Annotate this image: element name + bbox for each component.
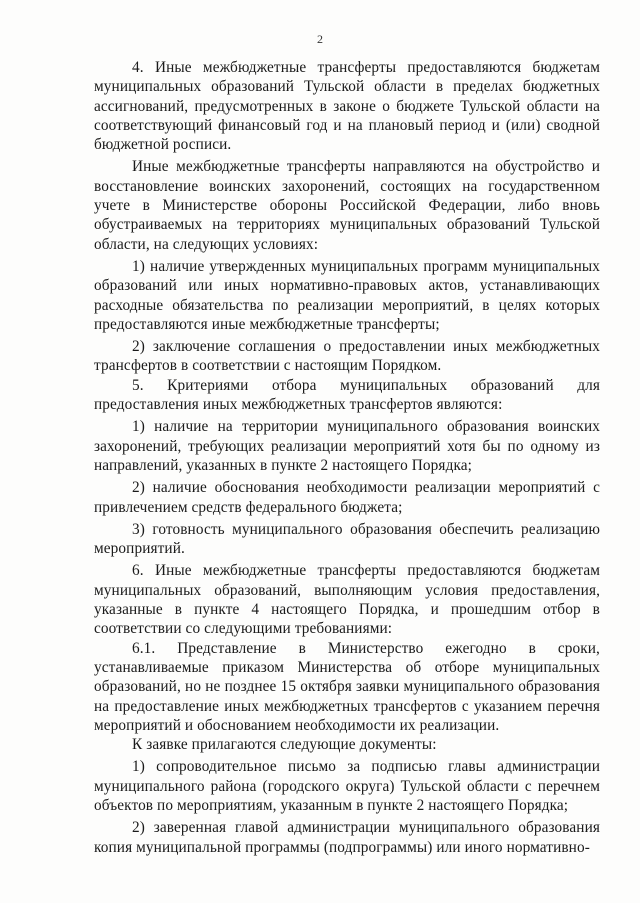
criterion-2: 2) наличие обоснования необходимости реализации мероприятий с привлечением средств федерального бюджета; <box>94 479 600 516</box>
attachment-1: 1) сопроводительное письмо за подписью главы администрации муниципального района (городского округа) Тульской области с перечнем объектов по мероприятиям, указанным в пункте 2 настоящего Порядка; <box>94 758 600 814</box>
condition-2: 2) заключение соглашения о предоставлении иных межбюджетных трансфертов в соответствии с настоящим Порядком. <box>94 338 600 375</box>
paragraph-4-purpose: Иные межбюджетные трансферты направляются на обустройство и восстановление воинских захоронений, состоящих на государственном учете в Министерстве обороны Российской Федерации, либо вновь обустраиваемых на территориях муниципальных образований Тульской области, на следующих условиях: <box>94 158 600 253</box>
paragraph-6-1: 6.1. Представление в Министерство ежегодно в сроки, устанавливаемые приказом Министерства об отборе муниципальных образований, но не позднее 15 октября заявки муниципального образования на предоставление иных межбюджетных трансфертов с указанием перечня мероприятий и обоснованием необходимости их реализации. <box>94 639 600 734</box>
document-body <box>94 58 600 857</box>
paragraph-5: 5. Критериями отбора муниципальных образований для предоставления иных межбюджетных трансфертов являются: <box>94 376 600 414</box>
paragraph-4: 4. Иные межбюджетные трансферты предоставляются бюджетам муниципальных образований Тульской области в пределах бюджетных ассигнований, предусмотренных в законе о бюджете Тульской области на соответствующий финансовый год и на плановый период и (или) сводной бюджетной росписи. <box>94 59 600 154</box>
page-number: 2 <box>317 32 323 46</box>
attachments-intro: К заявке прилагаются следующие документы: <box>132 736 437 754</box>
paragraph-6: 6. Иные межбюджетные трансферты предоставляются бюджетам муниципальных образований, выполняющим условия предоставления, указанные в пункте 4 настоящего Порядка, и прошедшим отбор в соответствии со следующими требованиями: <box>94 562 600 638</box>
criterion-1: 1) наличие на территории муниципального образования воинских захоронений, требующих реализации мероприятий хотя бы по одному из направлений, указанных в пункте 2 настоящего Порядка; <box>94 418 600 474</box>
criterion-3: 3) готовность муниципального образования обеспечить реализацию мероприятий. <box>94 520 600 558</box>
condition-1: 1) наличие утвержденных муниципальных программ муниципальных образований или иных нормативно-правовых актов, устанавливающих расходные обязательства по реализации мероприятий, в целях которых предоставляются иные межбюджетные трансферты; <box>94 257 600 333</box>
attachment-2: 2) заверенная главой администрации муниципального образования копия муниципальной программы (подпрограммы) или иного нормативно- <box>94 819 600 856</box>
